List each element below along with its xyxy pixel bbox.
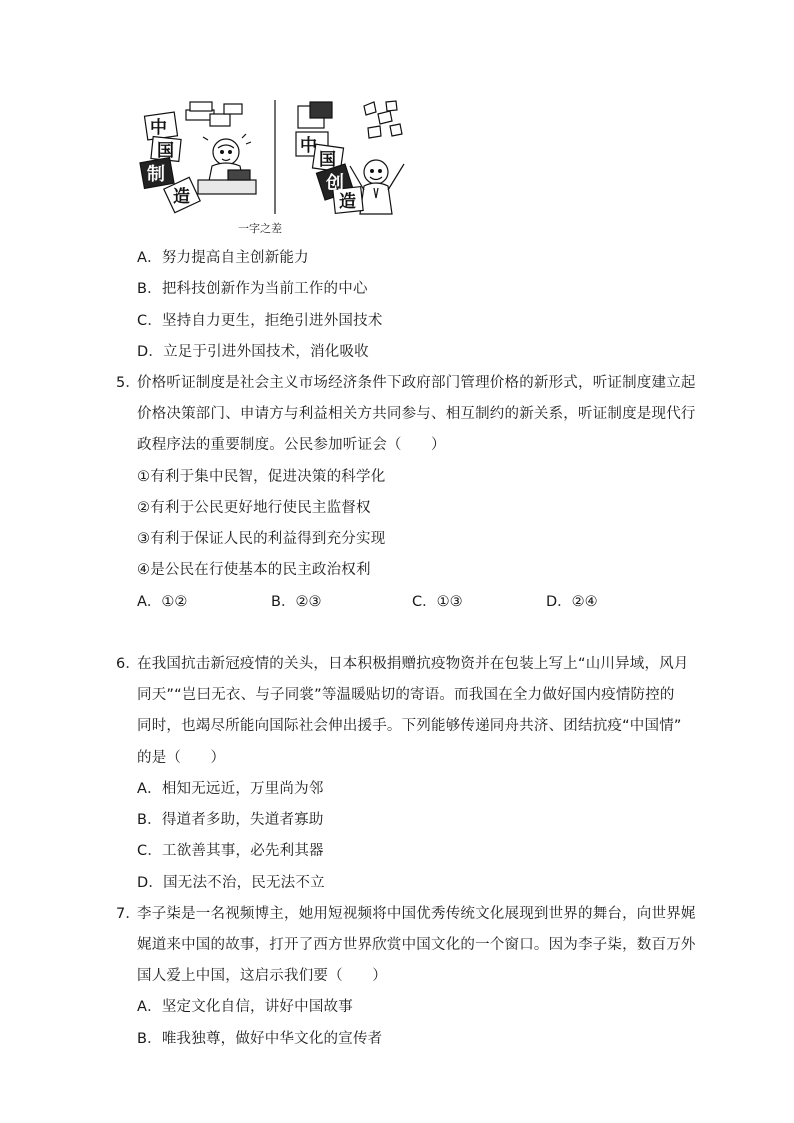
cartoon-left-panel bbox=[186, 102, 256, 194]
q7-stem-text-1: 李子柒是一名视频博主，她用短视频将中国优秀传统文化展现到世界的舞台，向世界娓 bbox=[137, 906, 696, 922]
cartoon-right-chars bbox=[296, 132, 363, 213]
q5-option-b[interactable]: B．②③ bbox=[271, 594, 322, 610]
q6-option-d[interactable]: D．国无法不治，民无法不立 bbox=[137, 875, 325, 891]
q6-option-a[interactable]: A．相知无远近，万里尚为邻 bbox=[137, 781, 324, 797]
q6-stem-line-4: 的是（ ） bbox=[137, 750, 226, 766]
q5-option-a[interactable]: A．①② bbox=[137, 594, 188, 610]
q5-option-c[interactable]: C．①③ bbox=[412, 594, 463, 610]
cartoon-right-char-2: 国 bbox=[319, 150, 336, 170]
q6-option-c[interactable]: C．工欲善其事，必先利其器 bbox=[137, 843, 324, 859]
q5-statement-4: ④是公民在行使基本的民主政治权利 bbox=[137, 562, 371, 578]
cartoon-left-chars bbox=[140, 112, 200, 213]
q5-option-d[interactable]: D．②④ bbox=[546, 594, 598, 610]
q4-option-a[interactable]: A．努力提高自主创新能力 bbox=[137, 250, 309, 266]
q4-option-b[interactable]: B．把科技创新作为当前工作的中心 bbox=[137, 281, 368, 297]
q5-stem-line-1 bbox=[116, 373, 696, 393]
q5-stem-line-3: 政程序法的重要制度。公民参加听证会（ ） bbox=[137, 437, 446, 453]
q6-stem-line-2: 同天”“岂曰无衣、与子同裳”等温暖贴切的寄语。而我国在全力做好国内疫情防控的 bbox=[137, 687, 675, 703]
q7-stem-line-1 bbox=[116, 904, 696, 924]
q6-number: 6． bbox=[116, 656, 141, 672]
q5-statement-1: ①有利于集中民智，促进决策的科学化 bbox=[137, 469, 386, 485]
cartoon-left-char-2: 国 bbox=[157, 141, 174, 161]
q7-option-b[interactable]: B．唯我独尊，做好中华文化的宣传者 bbox=[137, 1031, 383, 1047]
q4-option-d[interactable]: D．立足于引进外国技术，消化吸收 bbox=[137, 344, 369, 360]
q6-stem-line-1 bbox=[116, 654, 689, 674]
q5-statement-3: ③有利于保证人民的利益得到充分实现 bbox=[137, 531, 386, 547]
cartoon-left-char-4: 造 bbox=[173, 187, 190, 207]
cartoon-left-char-1: 中 bbox=[150, 118, 167, 138]
q7-stem-line-2: 娓道来中国的故事，打开了西方世界欣赏中国文化的一个窗口。因为李子柒，数百万外 bbox=[137, 937, 696, 953]
q4-option-c[interactable]: C．坚持自力更生，拒绝引进外国技术 bbox=[137, 313, 383, 329]
q5-stem-line-2: 价格决策部门、申请方与利益相关方共同参与、相互制约的新关系，听证制度是现代行 bbox=[137, 406, 696, 422]
q6-stem-line-3: 同时，也竭尽所能向国际社会伸出援手。下列能够传递同舟共济、团结抗疫“中国情” bbox=[137, 718, 682, 734]
cartoon-right-char-4: 造 bbox=[339, 192, 356, 212]
q6-option-b[interactable]: B．得道者多助，失道者寡助 bbox=[137, 812, 324, 828]
q7-number: 7． bbox=[116, 906, 141, 922]
q7-option-a[interactable]: A．坚定文化自信，讲好中国故事 bbox=[137, 999, 353, 1015]
q7-stem-line-3: 国人爱上中国，这启示我们要（ ） bbox=[137, 968, 387, 984]
cartoon-illustration bbox=[138, 100, 412, 218]
q5-number: 5． bbox=[116, 375, 141, 391]
cartoon-caption: 一字之差 bbox=[238, 222, 282, 235]
q6-stem-text-1: 在我国抗击新冠疫情的关头，日本积极捐赠抗疫物资并在包装上写上“山川异域，风月 bbox=[137, 656, 689, 672]
cartoon-right-char-1: 中 bbox=[300, 136, 317, 156]
cartoon-left-char-3: 制 bbox=[147, 164, 165, 185]
q5-statement-2: ②有利于公民更好地行使民主监督权 bbox=[137, 500, 371, 516]
q5-stem-text-1: 价格听证制度是社会主义市场经济条件下政府部门管理价格的新形式，听证制度建立起 bbox=[137, 375, 696, 391]
cartoon-right-char-3: 创 bbox=[326, 173, 344, 194]
